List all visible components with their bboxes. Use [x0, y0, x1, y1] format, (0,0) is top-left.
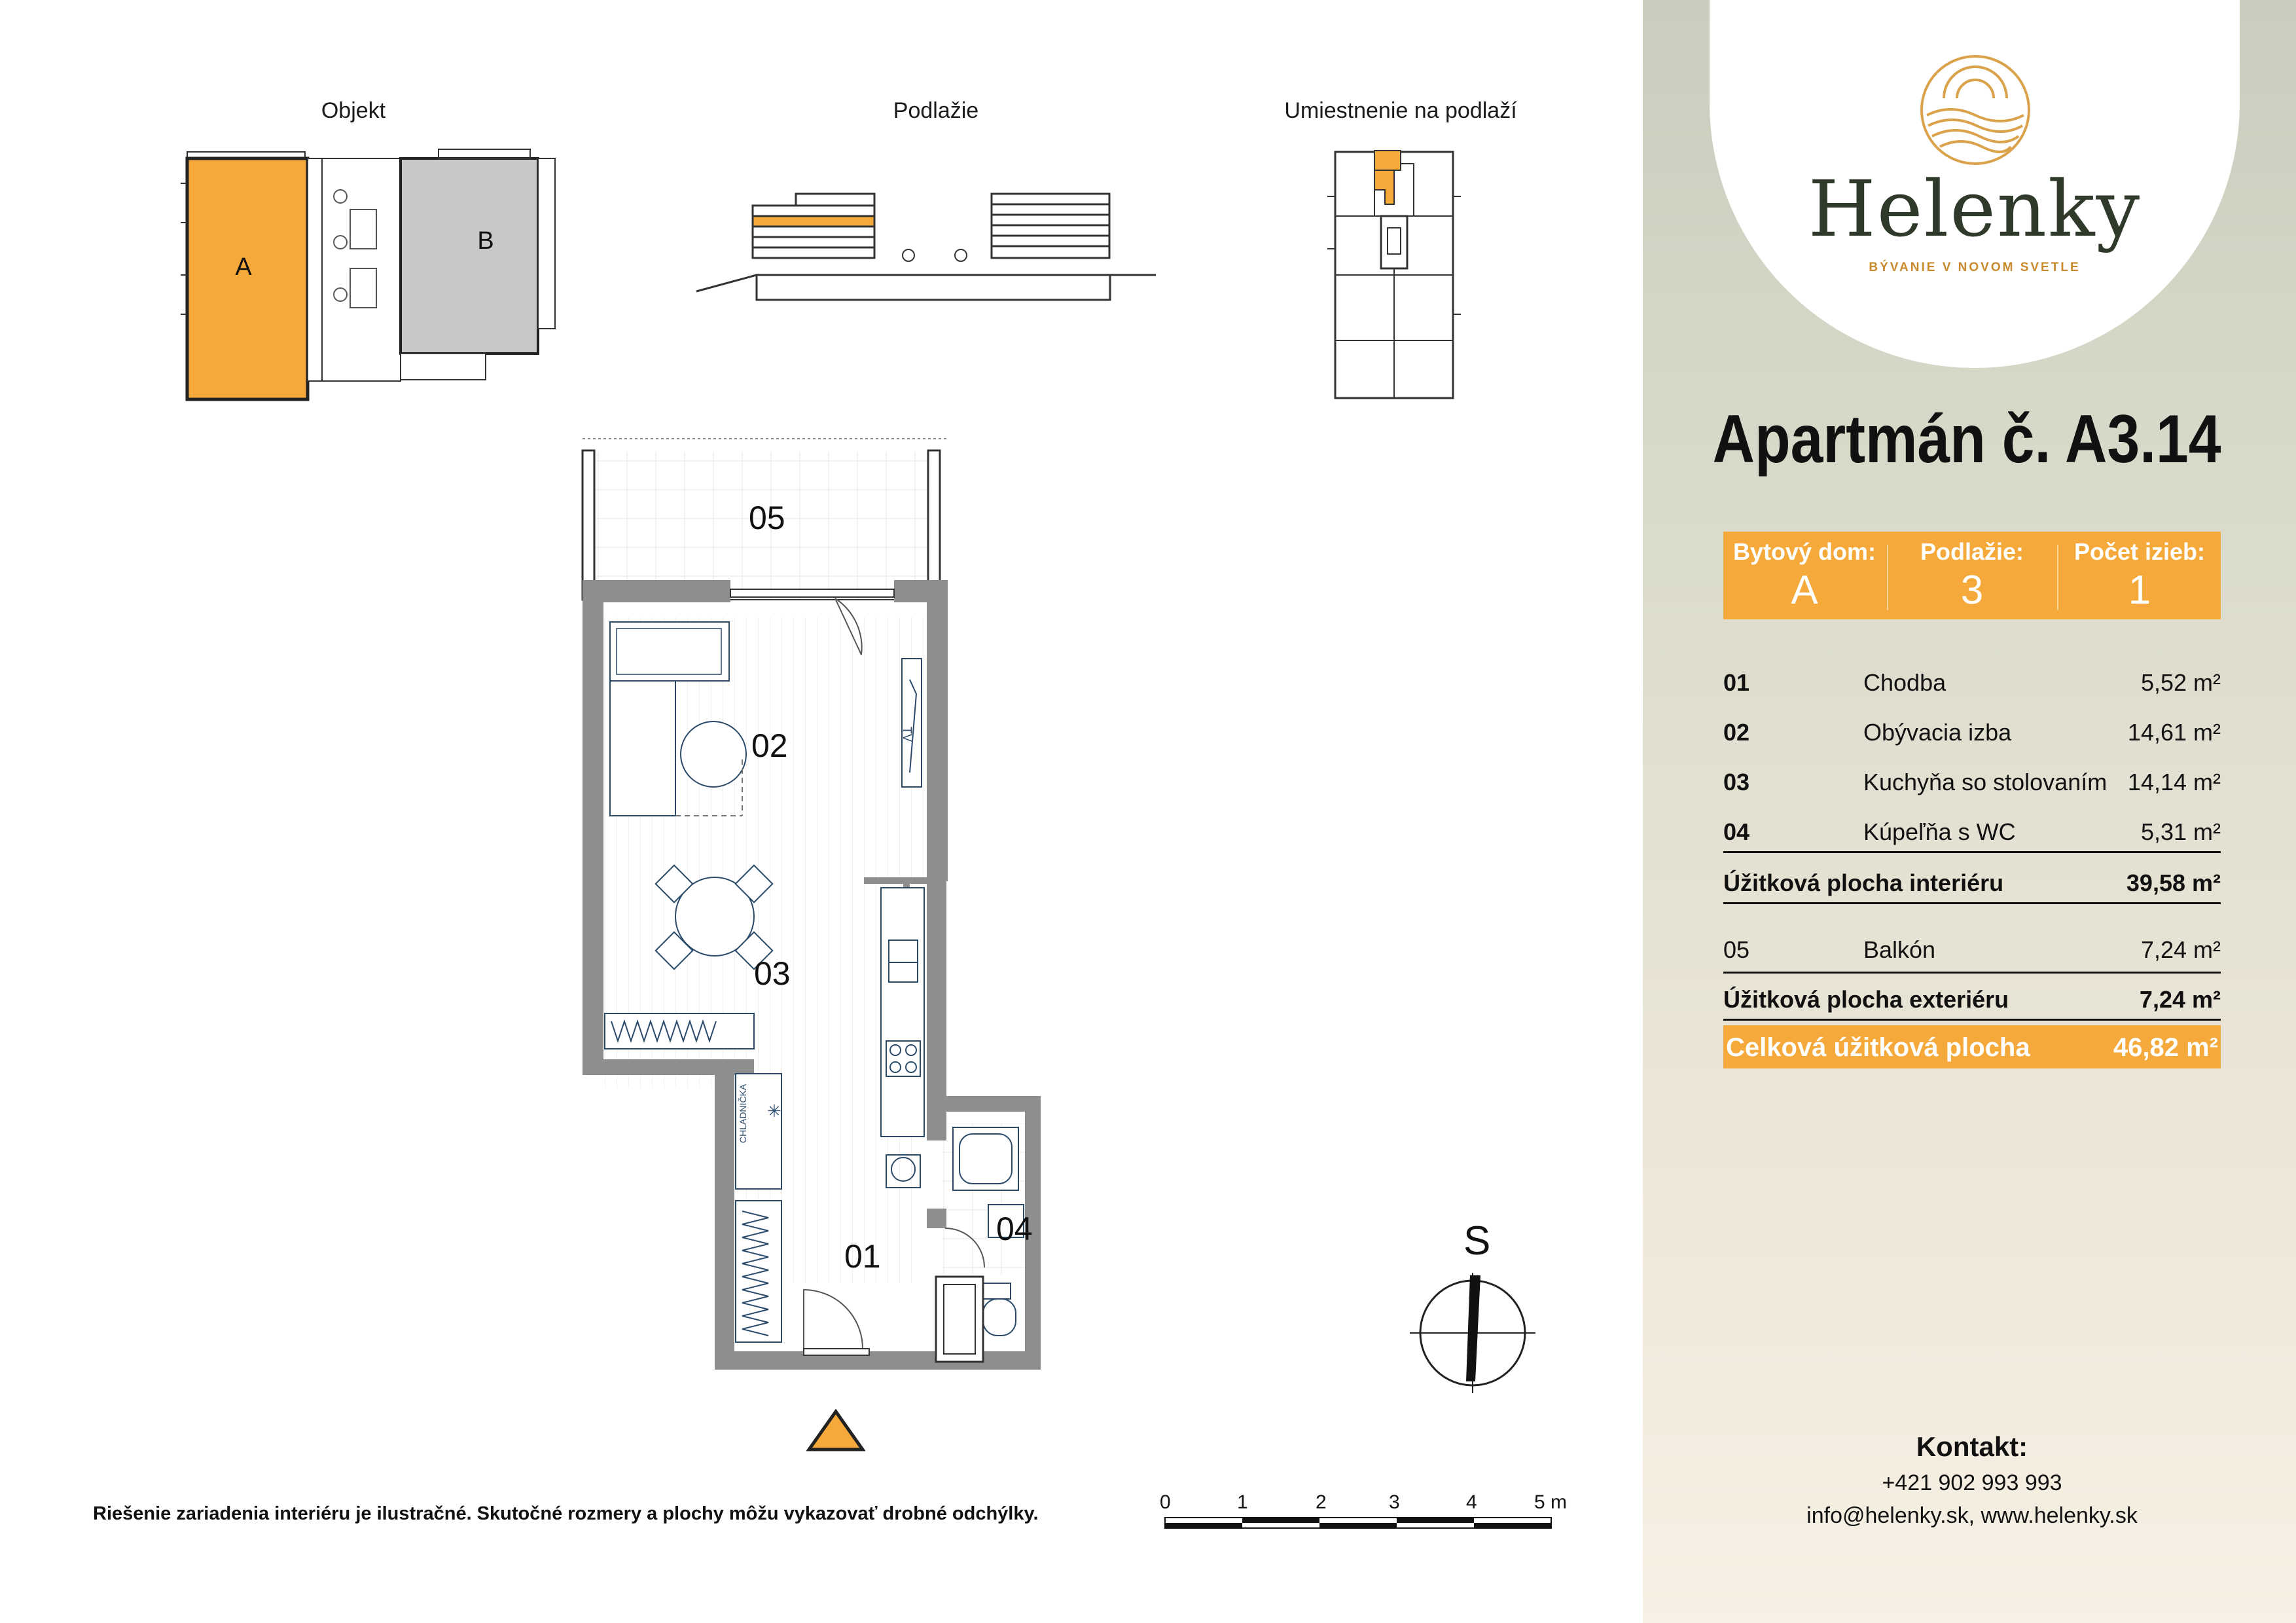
scale-tick-5: 5 m	[1534, 1491, 1568, 1513]
label-podlazie: Podlažie	[893, 98, 979, 123]
brand-tagline: BÝVANIE V NOVOM SVETLE	[1869, 261, 2081, 274]
exterior-total-row: Úžitková plocha exteriéru 7,24 m²	[1723, 986, 2221, 1013]
floor-location-key	[1322, 144, 1466, 406]
room-row: 01 Chodba 5,52 m²	[1723, 669, 2221, 696]
exterior-row: 05 Balkón 7,24 m²	[1723, 936, 2221, 963]
floor-value: 3	[1960, 568, 1984, 613]
scale-tick-2: 2	[1316, 1491, 1327, 1513]
apartment-info-box	[1723, 532, 2221, 619]
disclaimer-note: Riešenie zariadenia interiéru je ilustračné. Skutočné rozmery a plochy môžu vykazovať drobné odchýlky.	[93, 1503, 1039, 1524]
room-label-03: 03	[754, 955, 791, 992]
svg-text:TV: TV	[901, 727, 914, 742]
room-label-02: 02	[751, 727, 788, 764]
scale-tick-3: 3	[1389, 1491, 1400, 1513]
room-label-05: 05	[749, 500, 785, 536]
house-label: Bytový dom:	[1732, 538, 1876, 565]
apartment-title: Apartmán č. A3.14	[1712, 401, 2221, 477]
svg-text:✳: ✳	[767, 1102, 781, 1122]
contact-web[interactable]: info@helenky.sk, www.helenky.sk	[1806, 1503, 2138, 1528]
label-objekt: Objekt	[321, 98, 386, 123]
house-value: A	[1791, 568, 1818, 613]
room-row: 04 Kúpeľňa s WC 5,31 m²	[1723, 818, 2221, 845]
label-umiestnenie: Umiestnenie na podlaží	[1284, 98, 1517, 123]
scale-tick-1: 1	[1237, 1491, 1248, 1513]
compass-icon	[1407, 1270, 1538, 1401]
room-label-04: 04	[996, 1211, 1033, 1247]
brand-name: Helenky	[1808, 164, 2142, 254]
room-label-01: 01	[844, 1238, 881, 1275]
scale-bar	[1164, 1516, 1554, 1531]
divider	[1723, 972, 2221, 974]
room-row: 03 Kuchyňa so stolovaním 14,14 m²	[1723, 769, 2221, 795]
building-key-plan	[177, 144, 583, 406]
entrance-marker-icon	[806, 1409, 865, 1452]
interior-total-row: Úžitková plocha interiéru 39,58 m²	[1723, 869, 2221, 896]
svg-text:CHLADNIČKA: CHLADNIČKA	[738, 1084, 748, 1143]
compass-letter: S	[1463, 1218, 1491, 1264]
contact-title: Kontakt:	[1916, 1431, 2028, 1462]
divider	[1723, 902, 2221, 904]
scale-tick-4: 4	[1466, 1491, 1477, 1513]
block-a-label: A	[235, 253, 252, 281]
floor-section-key	[694, 183, 1165, 308]
floor-label: Podlažie:	[1920, 538, 2024, 565]
rooms-count-value: 1	[2128, 568, 2151, 613]
grand-total-row: Celková úžitková plocha 46,82 m²	[1723, 1025, 2221, 1068]
rooms-count-label: Počet izieb:	[2073, 538, 2206, 565]
divider	[1723, 1019, 2221, 1021]
scale-tick-0: 0	[1160, 1491, 1171, 1513]
contact-phone[interactable]: +421 902 993 993	[1882, 1470, 2062, 1495]
sun-logo-icon	[1918, 52, 2033, 168]
block-b-label: B	[477, 227, 494, 255]
divider	[1723, 851, 2221, 853]
room-row: 02 Obývacia izba 14,61 m²	[1723, 719, 2221, 746]
